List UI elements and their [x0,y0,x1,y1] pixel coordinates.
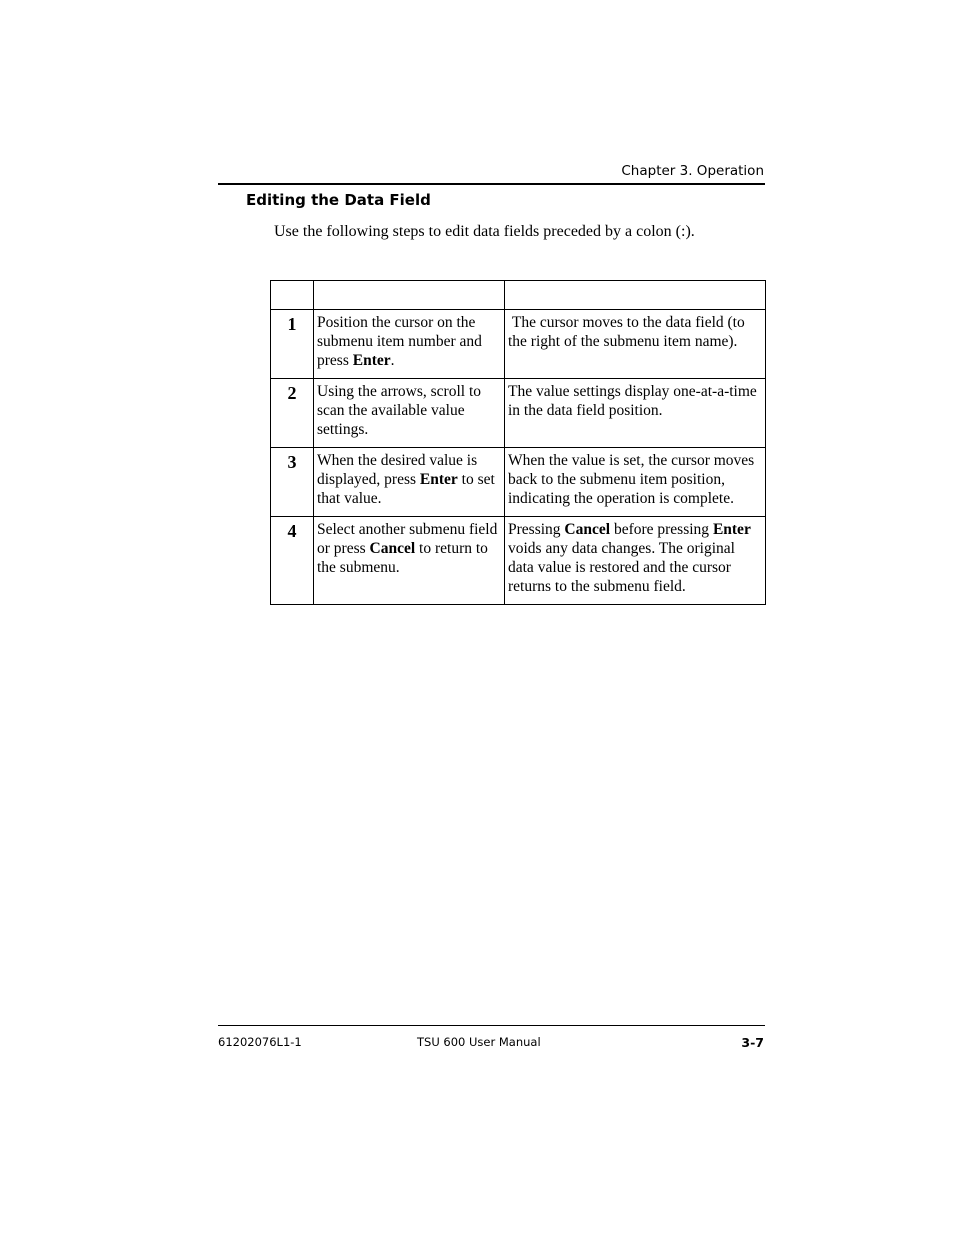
step-number: 3 [271,448,314,517]
step-action-cell [314,310,505,379]
header-cell-result [505,281,766,310]
text-run: When the desired value is displayed, press [317,452,478,488]
header-cell-step [271,281,314,310]
header-cell-action [314,281,505,310]
footer-rule [218,1025,765,1026]
intro-paragraph: Use the following steps to edit data fields preceded by a colon (:). [274,223,695,240]
footer-page-number: 3-7 [741,1035,764,1050]
step-result-cell [505,517,766,605]
table-row [271,310,766,379]
text-run: The value settings display one-at-a-time in the data field position. [508,383,757,419]
key-name: Cancel [369,540,416,557]
key-name: Enter [419,471,458,488]
table-header-row [271,281,766,310]
text-run: to return to the submenu. [317,540,488,576]
text-run: Position the cursor on the submenu item number and press [317,314,482,369]
step-action-cell [314,379,505,448]
text-run: Pressing [508,521,565,538]
step-result-cell [505,310,766,379]
steps-table [270,280,766,605]
header-rule [218,183,765,185]
table-row [271,379,766,448]
text-run: . [390,352,395,369]
step-result-cell [505,379,766,448]
steps-table-body [271,281,766,605]
footer-manual-title: TSU 600 User Manual [417,1035,541,1049]
key-name: Enter [352,352,391,369]
footer-doc-number: 61202076L1-1 [218,1035,302,1049]
step-action-cell [314,448,505,517]
text-run: Using the arrows, scroll to scan the available value settings. [317,383,482,438]
key-name: Cancel [564,521,611,538]
text-run: before pressing [610,521,713,538]
step-result-cell [505,448,766,517]
table-row [271,517,766,605]
step-number: 2 [271,379,314,448]
step-number: 4 [271,517,314,605]
text-run: to set that value. [317,471,495,507]
running-header: Chapter 3. Operation [621,163,764,179]
step-number: 1 [271,310,314,379]
text-run: Select another submenu field or press [317,521,498,557]
key-name: Enter [712,521,751,538]
table-row [271,448,766,517]
text-run: When the value is set, the cursor moves back to the submenu item position, indicating the operation is complete. [508,452,755,507]
text-run: voids any data changes. The original data value is restored and the cursor returns to the submenu field. [508,540,735,595]
step-action-cell [314,517,505,605]
section-title: Editing the Data Field [246,191,431,209]
text-run: The cursor moves to the data field (to the right of the submenu item name). [508,314,745,350]
